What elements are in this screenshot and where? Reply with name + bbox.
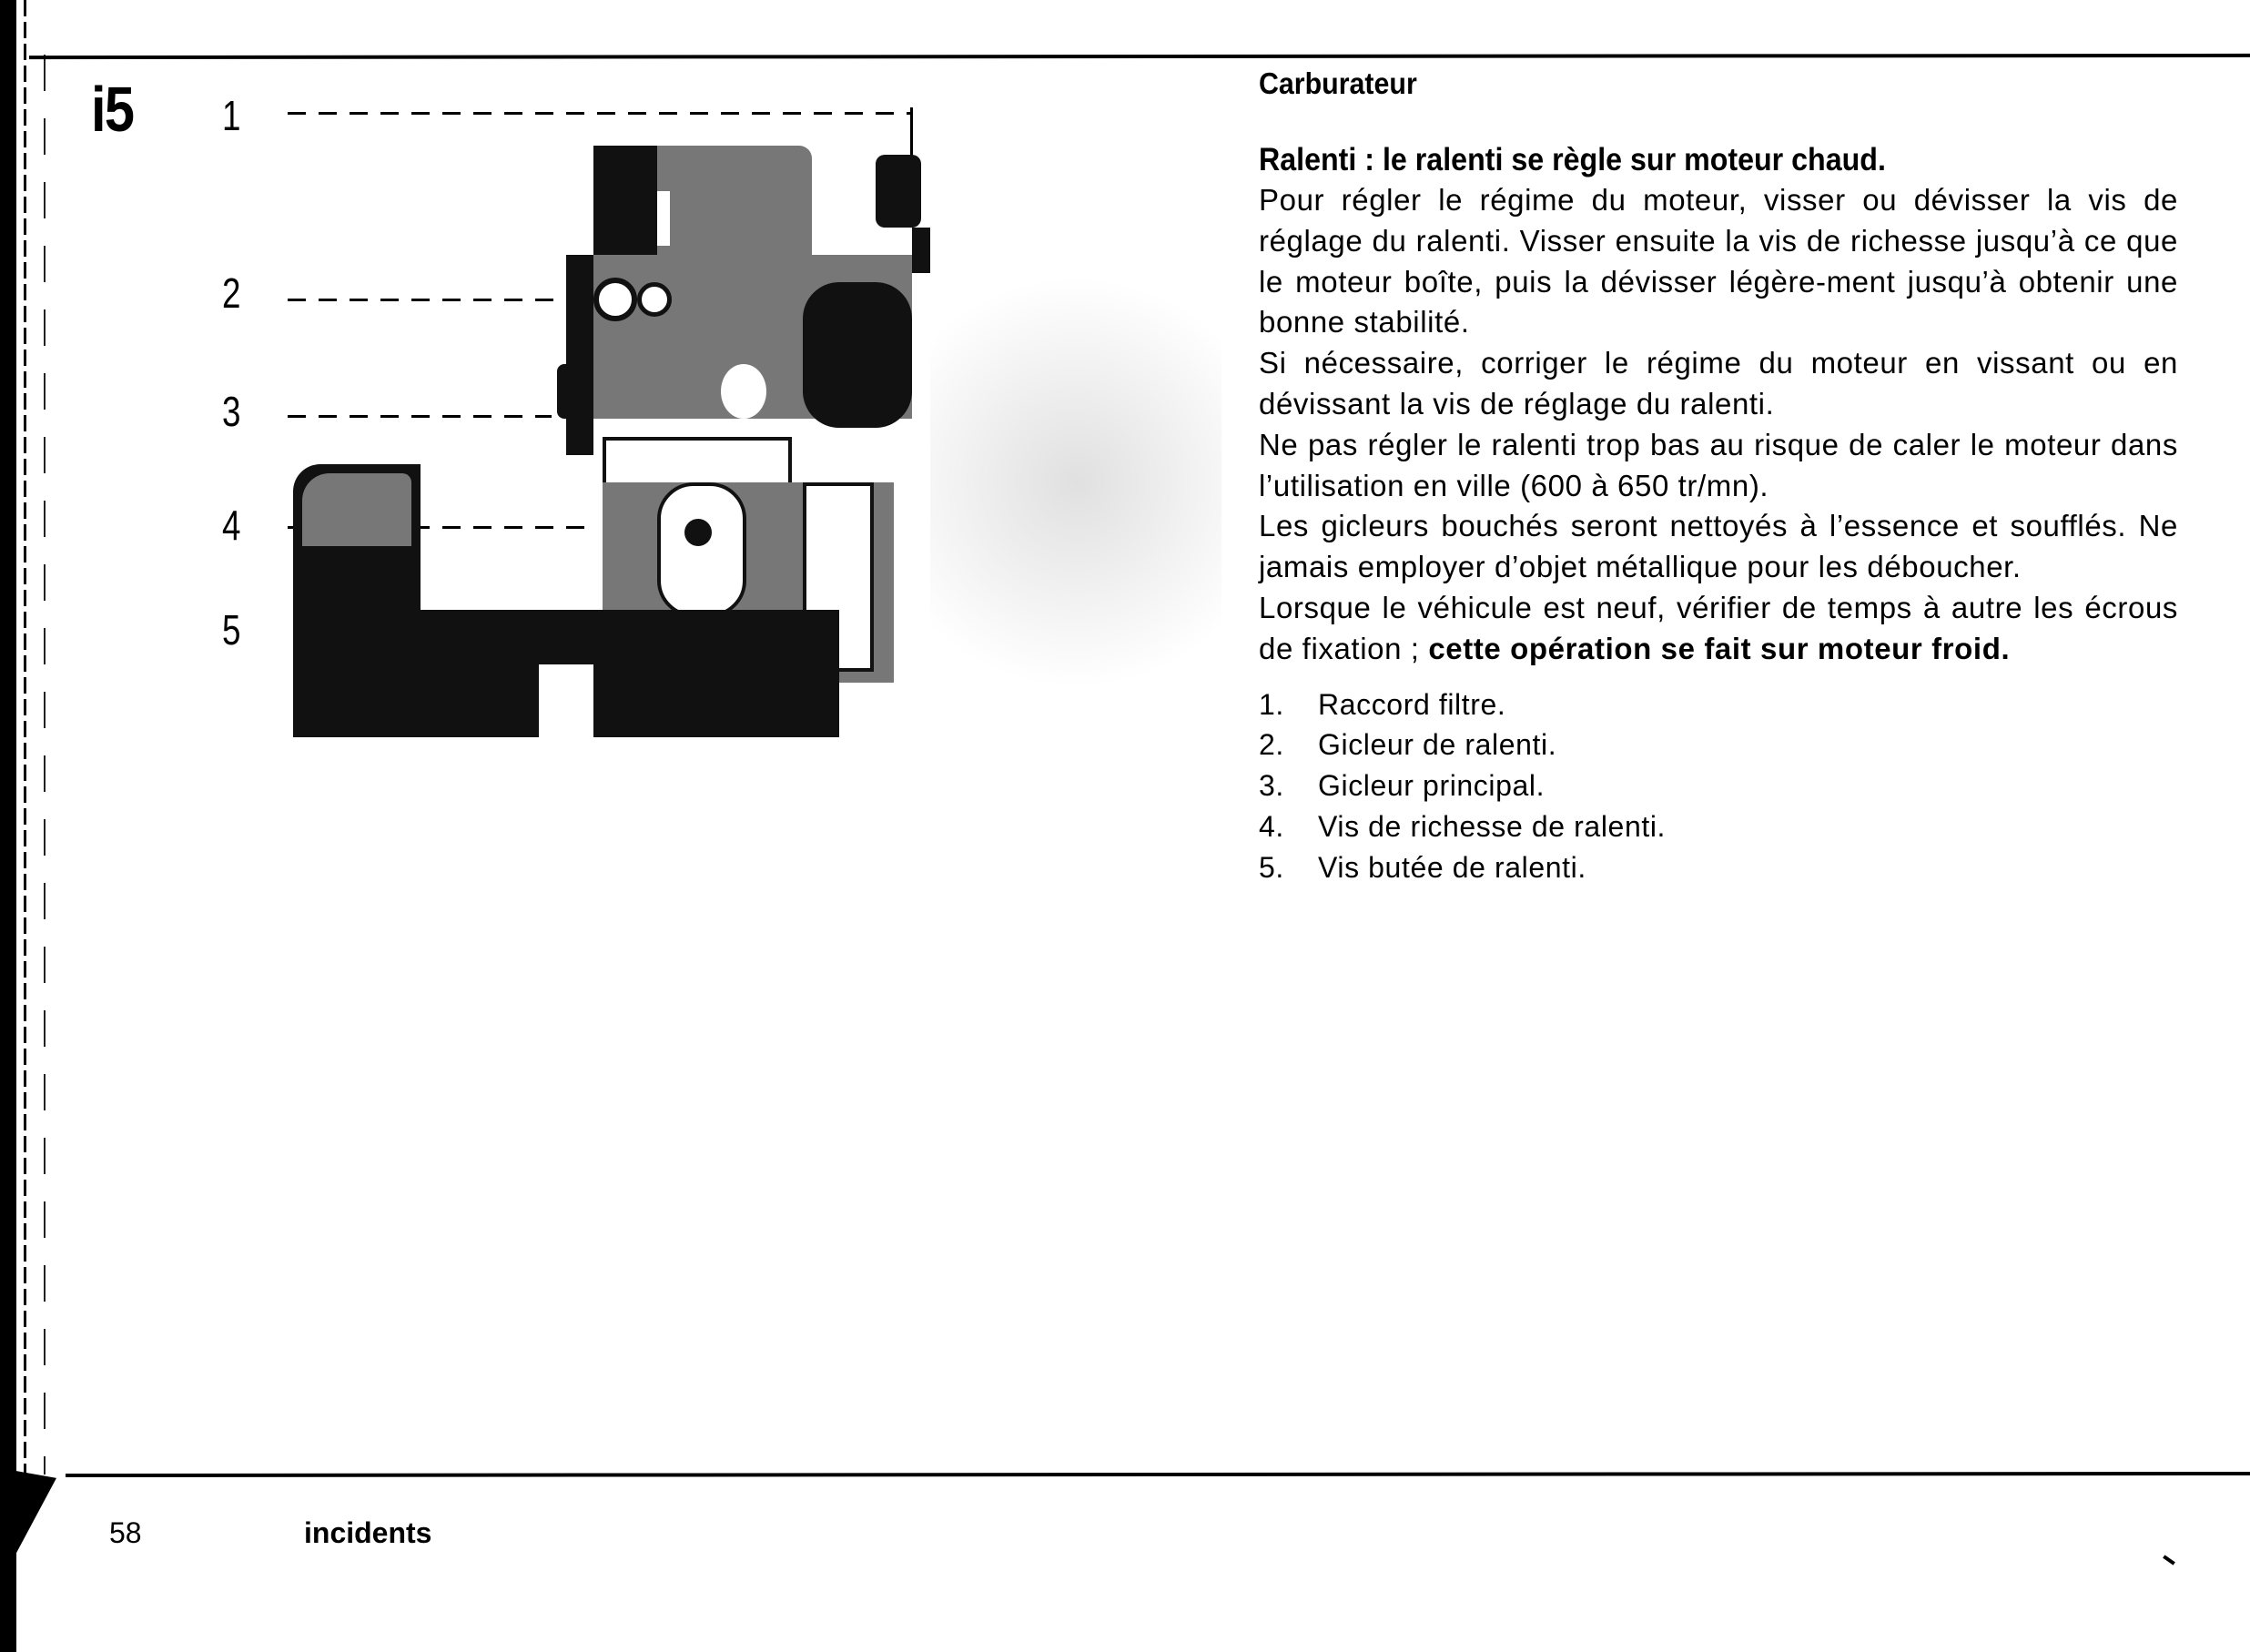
- part-label: Vis butée de ralenti.: [1318, 850, 1586, 884]
- paragraph: Les gicleurs bouchés seront nettoyés à l’essence et soufflés. Ne jamais employer d’objet métallique pour les déboucher.: [1259, 509, 2178, 584]
- photo-filter-fitting-stem: [912, 228, 930, 273]
- leader-line-1: [288, 112, 912, 115]
- parts-list-item: [1259, 847, 2178, 888]
- parts-list-item: [1259, 725, 2178, 765]
- photo-screw: [637, 282, 672, 317]
- photo-filter-fitting: [876, 155, 921, 228]
- photo-idle-jet: [593, 278, 637, 321]
- photo-highlight: [721, 364, 766, 419]
- photo-engine-left-highlight: [302, 473, 411, 546]
- photo-body-edge: [566, 255, 593, 455]
- paragraph-bold-text: cette opération se fait sur moteur froid.: [1428, 631, 2011, 665]
- figure-callout-3: 3: [222, 388, 241, 435]
- parts-list-item: [1259, 684, 2178, 725]
- part-number: 5.: [1259, 850, 1284, 884]
- photo-lever-nut: [684, 519, 712, 546]
- photo-highlight: [657, 191, 670, 246]
- part-label: Gicleur principal.: [1318, 769, 1546, 803]
- figure-callout-4: 4: [222, 502, 241, 549]
- parts-list-item: [1259, 806, 2178, 847]
- figure-callout-2: 2: [222, 269, 241, 317]
- bottom-rule: [66, 1472, 2250, 1477]
- photo-main-jet: [557, 364, 593, 419]
- carburettor-photo: [293, 137, 1212, 737]
- text-column: [1259, 64, 2178, 888]
- parts-list-item: [1259, 765, 2178, 806]
- scan-artifact-mark: [2163, 1555, 2175, 1565]
- figure-callout-1: 1: [222, 92, 241, 139]
- scan-binding-edge: [0, 0, 16, 1652]
- top-rule: [29, 54, 2250, 59]
- section-title: Carburateur: [1259, 66, 1417, 100]
- footer-section-name: incidents: [304, 1516, 432, 1549]
- photo-choke-housing: [803, 282, 912, 428]
- paragraph-warning: [1259, 588, 2178, 670]
- part-label: Raccord filtre.: [1318, 687, 1506, 721]
- part-number: 1.: [1259, 687, 1284, 721]
- paragraph: Pour régler le régime du moteur, visser ou dévisser la vis de réglage du ralenti. Visser ensuite la vis de richesse jusqu’à ce que le moteur boîte, puis la dévisser légère-ment jusqu’à obtenir une bonne stabilité.: [1259, 183, 2178, 340]
- scan-binding-line: [24, 0, 26, 1529]
- photo-throttle-lever: [657, 482, 746, 617]
- photo-speckle-background: [930, 228, 1221, 737]
- photo-air-horn-shadow: [593, 146, 657, 255]
- part-number: 3.: [1259, 769, 1284, 803]
- photo-highlight: [539, 664, 593, 737]
- scan-binding-line: [44, 55, 46, 1475]
- scan-page-curl: [16, 1471, 56, 1560]
- section-subtitle: Ralenti : le ralenti se règle sur moteur chaud.: [1259, 142, 1886, 177]
- part-label: Vis de richesse de ralenti.: [1318, 809, 1667, 843]
- section-code: i5: [91, 74, 134, 145]
- paragraph-text: Lorsque le véhicule est neuf, vérifier de temps à autre les écrous de fixation ;: [1259, 590, 2178, 665]
- part-number: 4.: [1259, 809, 1284, 843]
- paragraph: Si nécessaire, corriger le régime du moteur en vissant ou en dévissant la vis de réglage du ralenti.: [1259, 346, 2178, 421]
- part-number: 2.: [1259, 728, 1284, 762]
- paragraph: Ne pas régler le ralenti trop bas au risque de caler le moteur dans l’utilisation en ville (600 à 650 tr/mn).: [1259, 427, 2178, 502]
- photo-intake: [421, 610, 839, 737]
- figure-callout-5: 5: [222, 606, 241, 654]
- page-number: 58: [109, 1516, 142, 1549]
- part-label: Gicleur de ralenti.: [1318, 728, 1557, 762]
- parts-list: [1259, 684, 2178, 888]
